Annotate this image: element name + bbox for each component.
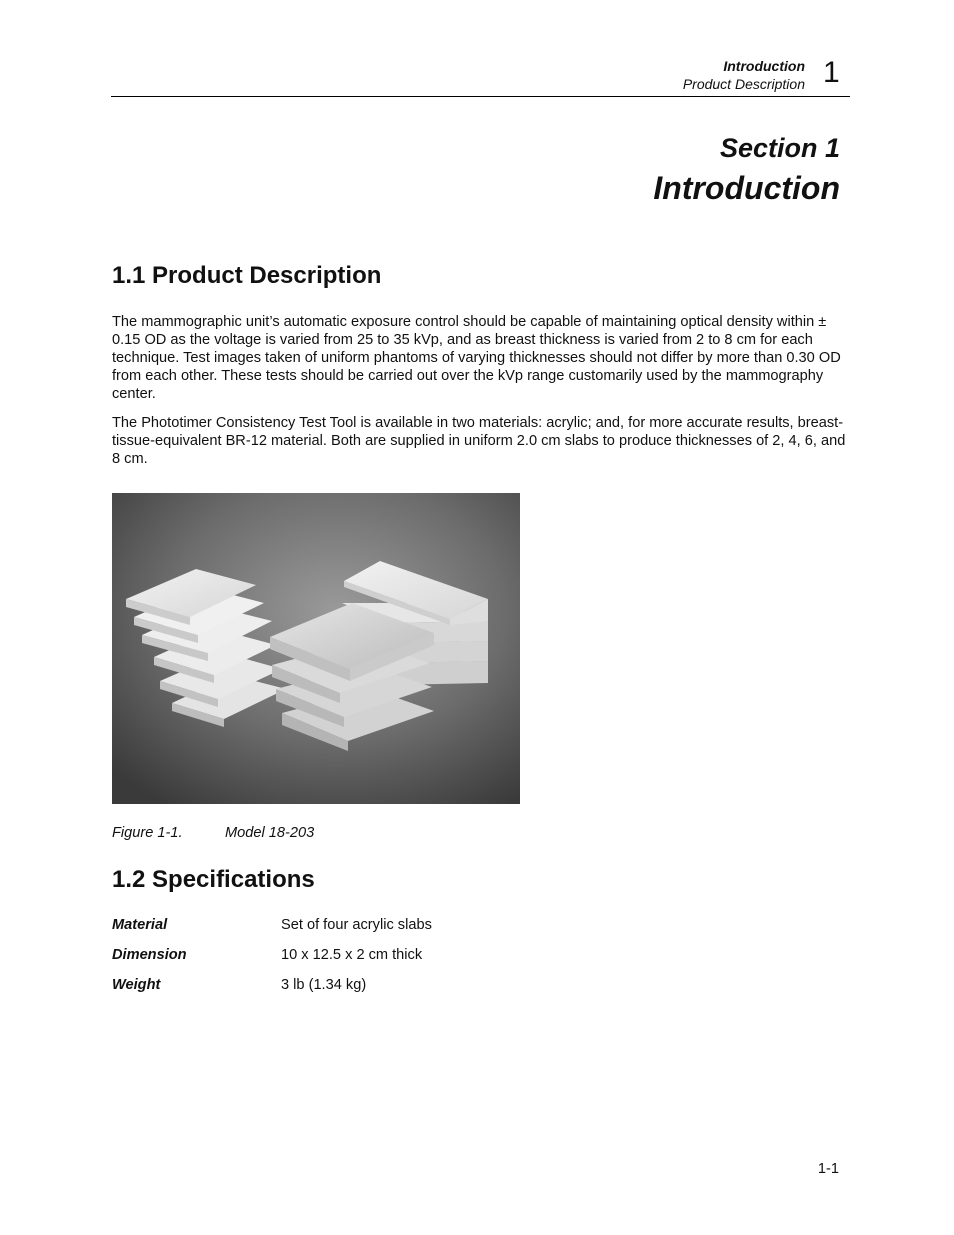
figure-number: Figure 1-1. <box>112 825 183 841</box>
paragraph: The mammographic unit’s automatic exposure control should be capable of maintaining optical density within ± 0.15 OD as the voltage is varied from 25 to 35 kVp, and as breast thickness is varied from 2 to 8 cm for each technique. Test images taken of uniform phantoms of varying thicknesses should not differ by more than 0.30 OD from each other. These tests should be carried out over the kVp range customarily used by the mammography center. <box>112 314 841 402</box>
spec-label: Weight <box>112 977 161 993</box>
paragraph: The Phototimer Consistency Test Tool is available in two materials: acrylic; and, for more accurate results, breast-tissue-equivalent BR-12 material. Both are supplied in uniform 2.0 cm slabs to produce thicknesses of 2, 4, 6, and 8 cm. <box>112 415 846 467</box>
spec-value: 10 x 12.5 x 2 cm thick <box>281 947 423 963</box>
spec-label: Material <box>112 917 168 933</box>
product-photo <box>112 493 520 804</box>
section-title: Introduction <box>653 170 840 206</box>
figure-caption-text: Model 18-203 <box>225 825 315 841</box>
product-description-heading: 1.1 Product Description <box>112 262 382 289</box>
spec-label: Dimension <box>112 947 187 963</box>
page-number: 1-1 <box>817 1161 839 1177</box>
figure-caption <box>112 825 314 841</box>
specifications-heading: 1.2 Specifications <box>112 866 315 893</box>
chapter-number: 1 <box>823 56 840 89</box>
section-label: Section 1 <box>719 133 840 163</box>
spec-value: 3 lb (1.34 kg) <box>281 977 367 993</box>
spec-value: Set of four acrylic slabs <box>281 917 432 933</box>
running-header-title: Introduction <box>723 58 805 74</box>
running-header-subtitle: Product Description <box>682 76 805 92</box>
running-header <box>683 57 805 93</box>
header-rule <box>111 96 850 97</box>
